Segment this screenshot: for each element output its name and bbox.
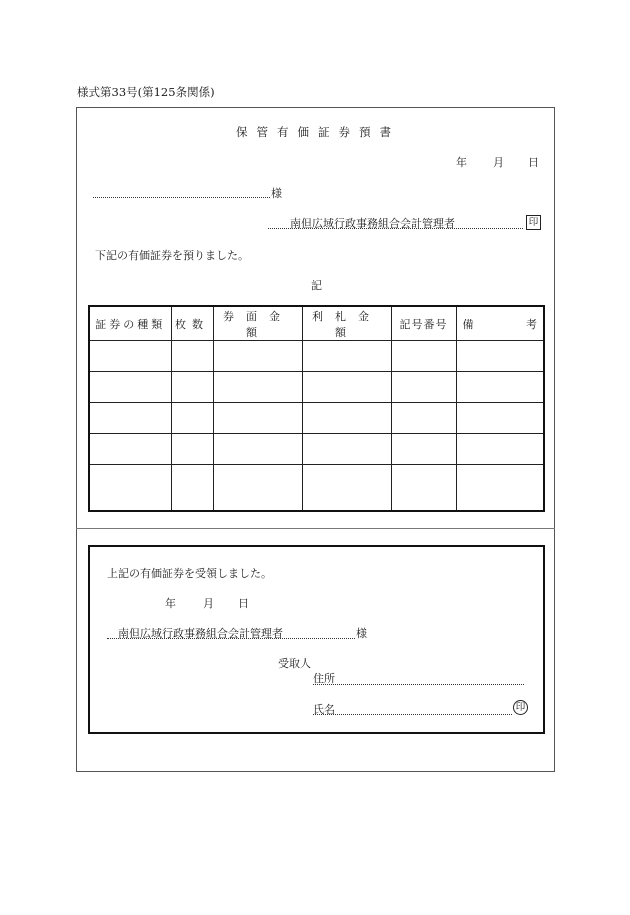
table-cell[interactable]: [213, 341, 302, 372]
table-row: [89, 434, 544, 465]
table-cell[interactable]: [89, 372, 171, 403]
table-cell[interactable]: [456, 403, 544, 434]
table-cell[interactable]: [456, 465, 544, 512]
table-cell[interactable]: [171, 403, 213, 434]
table-cell[interactable]: [302, 341, 391, 372]
table-cell[interactable]: [391, 403, 456, 434]
seal-box: 印: [526, 215, 541, 230]
receipt-addressee: 南但広域行政事務組合会計管理者: [118, 627, 283, 640]
receipt-addressee-suffix: 様: [356, 627, 367, 640]
table-cell[interactable]: [302, 403, 391, 434]
date-year-label: 年: [456, 156, 467, 169]
name-label: 氏名: [313, 703, 335, 716]
table-cell[interactable]: [171, 465, 213, 512]
issuer-name: 南但広域行政事務組合会計管理者: [290, 217, 455, 230]
table-cell[interactable]: [213, 465, 302, 512]
address-label: 住所: [313, 672, 335, 685]
date-day-label: 日: [528, 156, 539, 169]
table-header-row: [89, 306, 544, 341]
form-number-label: 様式第33号(第125条関係): [77, 85, 215, 99]
receipt-text: 上記の有価証券を受領しました。: [107, 567, 272, 580]
name-field[interactable]: [313, 714, 512, 715]
table-cell[interactable]: [171, 341, 213, 372]
table-cell[interactable]: [89, 465, 171, 512]
table-cell[interactable]: [302, 465, 391, 512]
table-cell[interactable]: [391, 341, 456, 372]
table-cell[interactable]: [391, 465, 456, 512]
seal-circle: 印: [513, 700, 528, 715]
address-field[interactable]: [313, 684, 524, 685]
table-cell[interactable]: [302, 434, 391, 465]
table-cell[interactable]: [213, 434, 302, 465]
table-cell[interactable]: [391, 434, 456, 465]
table-cell[interactable]: [89, 434, 171, 465]
column-header-face-value: 券面金額: [213, 306, 302, 341]
column-header-count: 枚数: [171, 306, 213, 341]
table-cell[interactable]: [456, 341, 544, 372]
table-cell[interactable]: [302, 372, 391, 403]
table-row: [89, 372, 544, 403]
receipt-year-label: 年: [165, 597, 176, 610]
table-row: [89, 403, 544, 434]
column-header-serial-number: 記号番号: [391, 306, 456, 341]
securities-table: [88, 305, 545, 512]
receipt-day-label: 日: [238, 597, 249, 610]
table-cell[interactable]: [456, 434, 544, 465]
date-month-label: 月: [493, 156, 504, 169]
table-cell[interactable]: [213, 372, 302, 403]
table-cell[interactable]: [171, 372, 213, 403]
intro-text: 下記の有価証券を預りました。: [95, 249, 249, 262]
table-row: [89, 465, 544, 512]
table-cell[interactable]: [171, 434, 213, 465]
table-cell[interactable]: [213, 403, 302, 434]
ki-label: 記: [311, 279, 322, 292]
column-header-type: 証券の種類: [89, 306, 171, 341]
column-header-coupon-value: 利札金額: [302, 306, 391, 341]
column-header-remarks: 備 考: [456, 306, 544, 341]
table-cell[interactable]: [456, 372, 544, 403]
table-cell[interactable]: [391, 372, 456, 403]
table-row: [89, 341, 544, 372]
addressee-field[interactable]: [93, 197, 270, 198]
section-divider: [76, 528, 555, 529]
receiver-label: 受取人: [278, 657, 311, 670]
addressee-suffix: 様: [271, 187, 282, 200]
table-cell[interactable]: [89, 341, 171, 372]
receipt-month-label: 月: [203, 597, 214, 610]
document-title: 保管有価証券預書: [236, 125, 400, 139]
table-cell[interactable]: [89, 403, 171, 434]
